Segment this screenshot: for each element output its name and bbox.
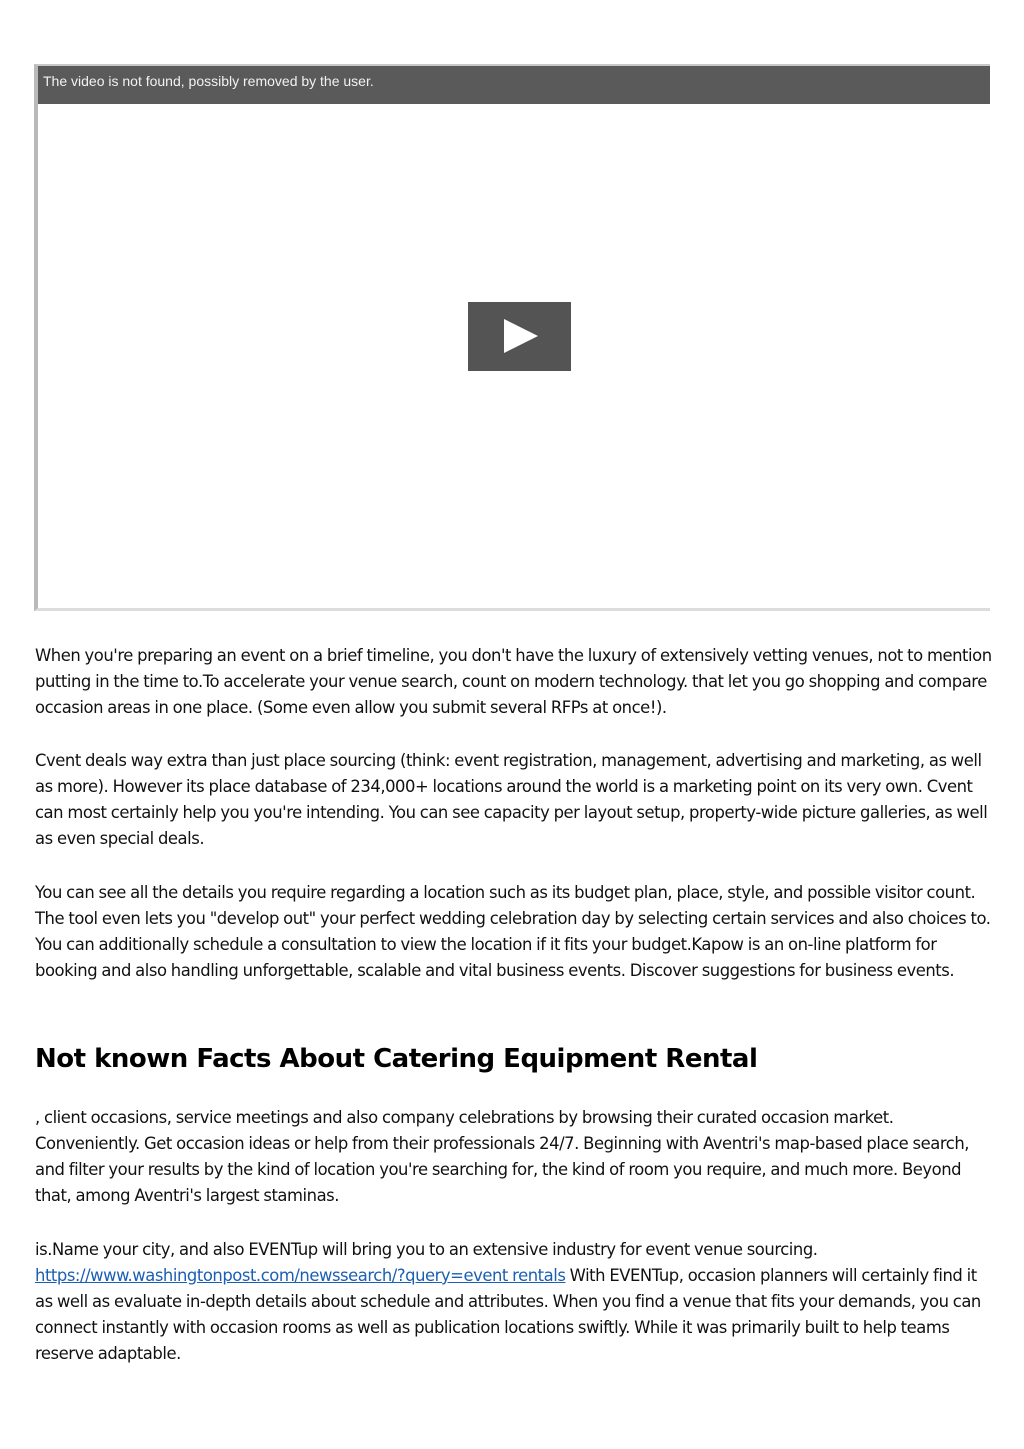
paragraph-aventri: , client occasions, service meetings and also company celebrations by browsing their curated occasion market. Conveniently. Get occasion ideas or help from their professionals 24/7. Beginning with Aventri's map-based place search, and filter your results by the kind of location you're searching for, the kind of room you require, and much more. Beyond that, among Aventri's largest staminas. <box>35 1108 970 1205</box>
video-player[interactable] <box>34 64 990 611</box>
paragraph-eventup-end: With EVENTup, occasion planners will certainly find it as well as evaluate in-depth details about schedule and attributes. When you find a venue that fits your demands, you can connect instantly with occasion rooms as well as publication locations swiftly. While it was primarily built to help teams reserve adaptable. <box>35 1266 981 1363</box>
paragraph-details: You can see all the details you require regarding a location such as its budget plan, place, style, and possible visitor count. The tool even lets you "develop out" your perfect wedding celebration day by selecting certain services and also choices to. You can additionally schedule a consultation to view the location if it fits your budget.Kapow is an on-line platform for booking and also handling unforgettable, scalable and vital business events. Discover suggestions for business events. <box>35 883 991 980</box>
paragraph-eventup-start: is.Name your city, and also EVENTup will bring you to an extensive industry for event venue sourcing. <box>35 1240 818 1259</box>
video-error-message: The video is not found, possibly removed by the user. <box>43 73 374 89</box>
paragraph-cvent: Cvent deals way extra than just place sourcing (think: event registration, management, advertising and marketing, as well as more). However its place database of 234,000+ locations around the world is a marketing point on its very own. Cvent can most certainly help you you're intending. You can see capacity per layout setup, property-wide picture galleries, as well as even special deals. <box>35 751 988 848</box>
paragraph-intro: When you're preparing an event on a brief timeline, you don't have the luxury of extensively vetting venues, not to mention putting in the time to.To accelerate your venue search, count on modern technology. that let you go shopping and compare occasion areas in one place. (Some even allow you submit several RFPs at once!). <box>35 646 992 717</box>
play-button[interactable] <box>468 302 571 371</box>
play-icon <box>504 319 538 353</box>
washingtonpost-link[interactable]: https://www.washingtonpost.com/newssearch/?query=event rentals <box>35 1266 566 1285</box>
section-heading: Not known Facts About Catering Equipment Rental <box>35 1044 758 1074</box>
video-error-bar <box>38 66 990 104</box>
paragraph-eventup <box>35 1237 993 1367</box>
